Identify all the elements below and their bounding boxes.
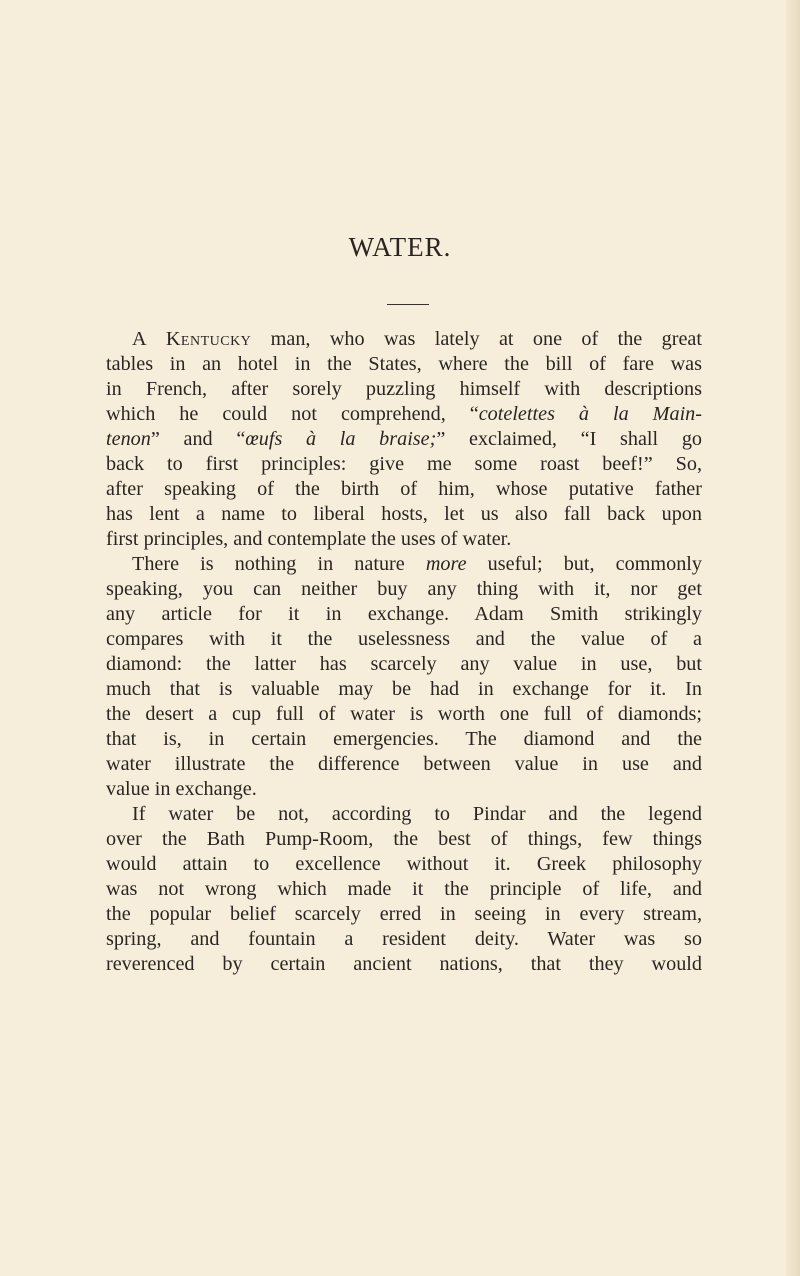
italic-text: œufs à la braise; [245,428,437,450]
text-line: in French, after sorely puzzling himself with descriptions [106,378,702,400]
text-line: the popular belief scarcely erred in seeing in every stream, [106,903,702,925]
text-line: tenon” and “œufs à la braise;” exclaimed, “I shall go [106,428,702,450]
text-line: spring, and fountain a resident deity. Water was so [106,928,702,950]
body-text [106,327,702,977]
text-line: A Kentucky man, who was lately at one of the great [132,328,702,350]
text-line: There is nothing in nature more useful; but, commonly [132,553,702,575]
text-line: the desert a cup full of water is worth one full of diamonds; [106,703,702,725]
page-edge [786,0,800,1276]
text-line: speaking, you can neither buy any thing with it, nor get [106,578,702,600]
text-line: any article for it in exchange. Adam Smith strikingly [106,603,702,625]
text-line: which he could not comprehend, “cotelettes à la Main- [106,403,702,425]
text-line: first principles, and contemplate the uses of water. [106,528,512,550]
text-line: was not wrong which made it the principle of life, and [106,878,702,900]
text-line: diamond: the latter has scarcely any value in use, but [106,653,702,675]
text-line: reverenced by certain ancient nations, that they would [106,953,702,975]
text-line: that is, in certain emergencies. The diamond and the [106,728,702,750]
text-line: after speaking of the birth of him, whose putative father [106,478,702,500]
italic-text: more [425,553,467,575]
text-line: tables in an hotel in the States, where the bill of fare was [106,353,702,375]
text-line: over the Bath Pump-Room, the best of things, few things [106,828,702,850]
text-line: compares with it the uselessness and the value of a [106,628,702,650]
italic-text: cotelettes à la Main- [478,403,702,425]
chapter-title: WATER. [348,232,452,262]
text-line: has lent a name to liberal hosts, let us also fall back upon [106,503,702,525]
text-line: If water be not, according to Pindar and the legend [132,803,702,825]
text-line: would attain to excellence without it. Greek philosophy [106,853,702,875]
italic-text: tenon [106,428,151,450]
title-rule [387,304,429,305]
text-line: much that is valuable may be had in exchange for it. In [106,678,702,700]
text-line: water illustrate the difference between value in use and [106,753,702,775]
text-line: value in exchange. [106,778,257,800]
small-caps-text: A Kentucky [132,328,252,350]
text-line: back to first principles: give me some roast beef!” So, [106,453,702,475]
